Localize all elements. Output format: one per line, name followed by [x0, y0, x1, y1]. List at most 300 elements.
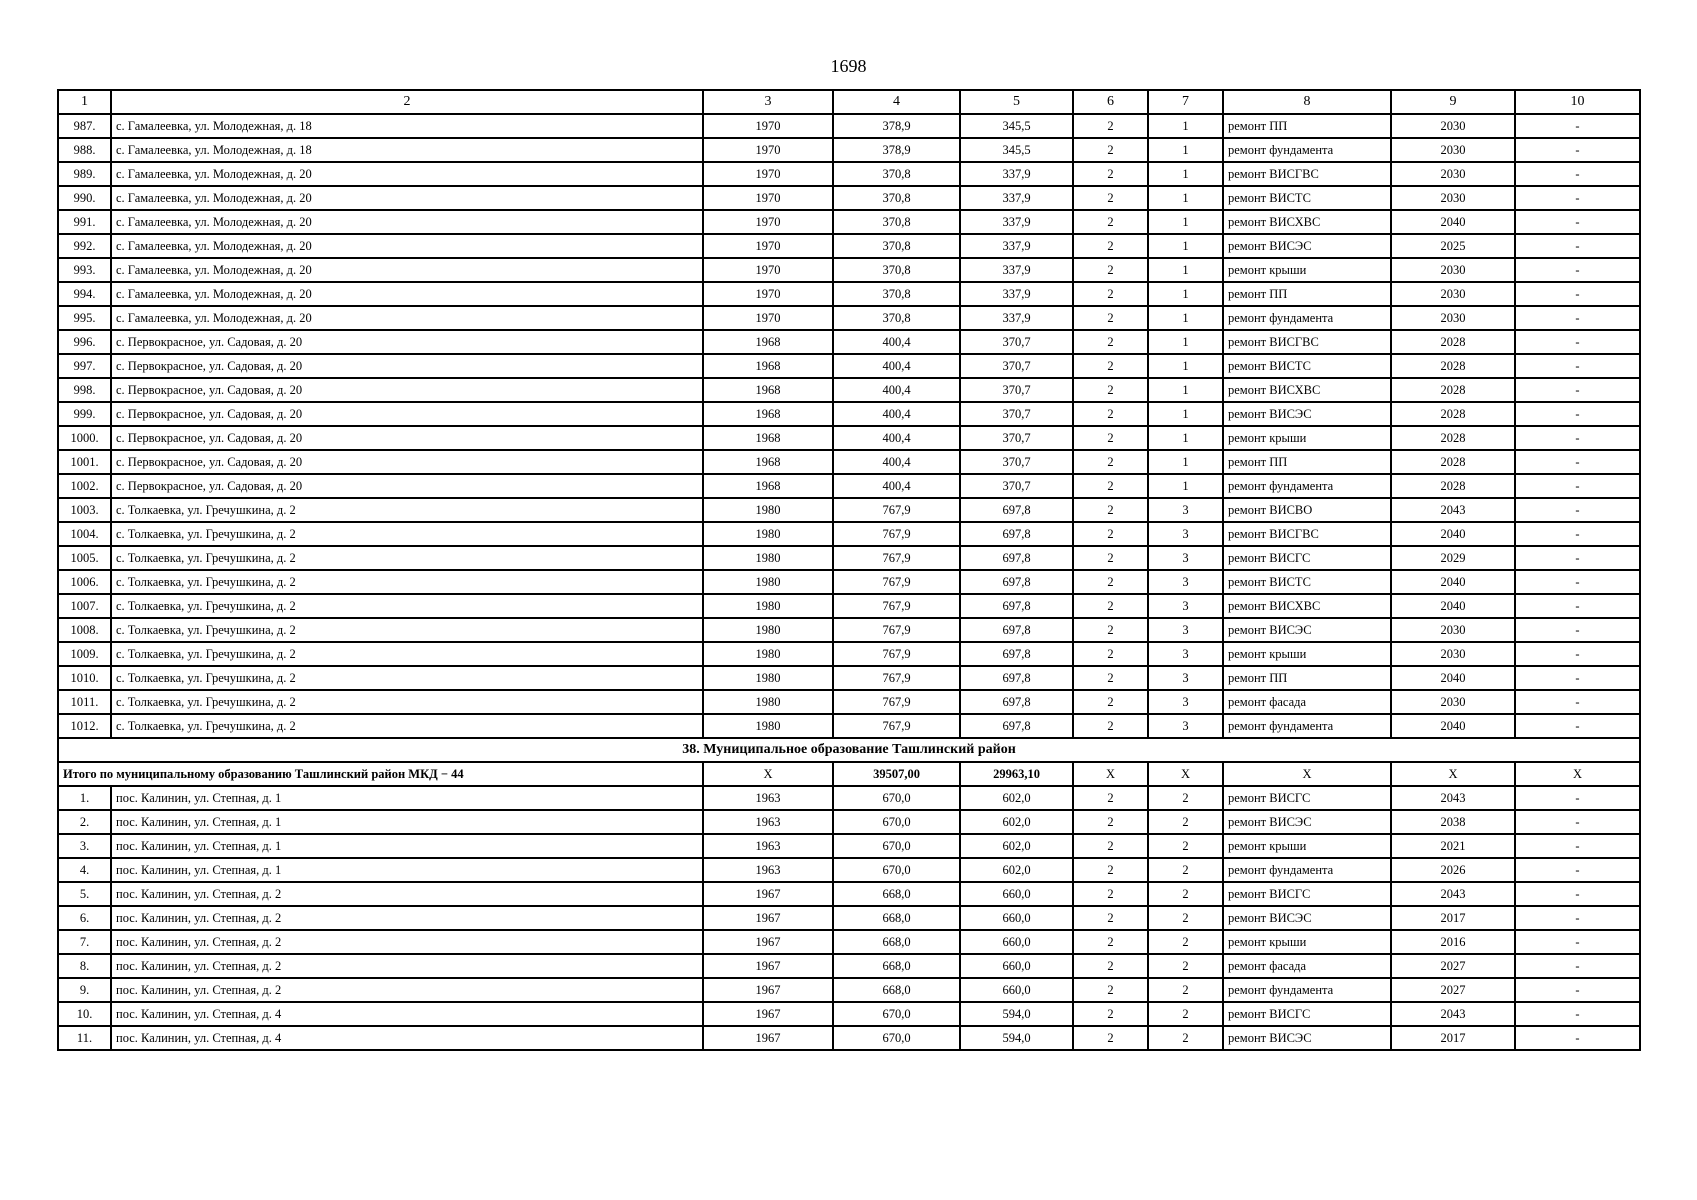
- entrances-cell: 1: [1148, 162, 1223, 186]
- entrances-cell: 2: [1148, 882, 1223, 906]
- living-area-cell: 697,8: [960, 594, 1073, 618]
- column-10-cell: -: [1515, 618, 1640, 642]
- address-cell: с. Гамалеевка, ул. Молодежная, д. 20: [111, 282, 703, 306]
- row-number-cell: 990.: [58, 186, 111, 210]
- work-type-cell: ремонт ВИСГС: [1223, 786, 1391, 810]
- entrances-cell: 1: [1148, 354, 1223, 378]
- table-row: [58, 690, 1640, 714]
- table-row: [58, 378, 1640, 402]
- table-row: [58, 1002, 1640, 1026]
- total-area-cell: 370,8: [833, 210, 960, 234]
- total-area-cell: 767,9: [833, 642, 960, 666]
- floors-cell: 2: [1073, 882, 1148, 906]
- year-built-cell: 1980: [703, 522, 833, 546]
- row-number-cell: 1004.: [58, 522, 111, 546]
- planned-year-cell: 2040: [1391, 522, 1515, 546]
- living-area-cell: 370,7: [960, 378, 1073, 402]
- living-area-cell: 594,0: [960, 1002, 1073, 1026]
- capital-repair-table: [57, 89, 1641, 1051]
- work-type-cell: ремонт ВИСХВС: [1223, 594, 1391, 618]
- total-area-cell: 400,4: [833, 450, 960, 474]
- floors-cell: 2: [1073, 930, 1148, 954]
- work-type-cell: ремонт ВИСТС: [1223, 570, 1391, 594]
- row-number-cell: 1007.: [58, 594, 111, 618]
- address-cell: пос. Калинин, ул. Степная, д. 2: [111, 882, 703, 906]
- column-10-cell: -: [1515, 258, 1640, 282]
- year-built-cell: 1967: [703, 978, 833, 1002]
- address-cell: с. Толкаевка, ул. Гречушкина, д. 2: [111, 642, 703, 666]
- entrances-cell: 1: [1148, 378, 1223, 402]
- address-cell: пос. Калинин, ул. Степная, д. 1: [111, 810, 703, 834]
- year-built-cell: 1980: [703, 570, 833, 594]
- living-area-cell: 697,8: [960, 666, 1073, 690]
- year-built-cell: 1967: [703, 930, 833, 954]
- address-cell: с. Толкаевка, ул. Гречушкина, д. 2: [111, 618, 703, 642]
- entrances-cell: 2: [1148, 978, 1223, 1002]
- column-10-cell: -: [1515, 114, 1640, 138]
- column-10-cell: -: [1515, 186, 1640, 210]
- column-header: 2: [111, 90, 703, 114]
- entrances-cell: 3: [1148, 498, 1223, 522]
- work-type-cell: ремонт ПП: [1223, 114, 1391, 138]
- floors-cell: 2: [1073, 714, 1148, 738]
- row-number-cell: 7.: [58, 930, 111, 954]
- entrances-cell: 2: [1148, 1026, 1223, 1050]
- row-number-cell: 996.: [58, 330, 111, 354]
- table-row: [58, 810, 1640, 834]
- work-type-cell: ремонт ВИСГВС: [1223, 330, 1391, 354]
- planned-year-cell: 2028: [1391, 354, 1515, 378]
- row-number-cell: 988.: [58, 138, 111, 162]
- table-row: [58, 930, 1640, 954]
- row-number-cell: 11.: [58, 1026, 111, 1050]
- column-header: 3: [703, 90, 833, 114]
- planned-year-cell: 2040: [1391, 666, 1515, 690]
- work-type-cell: ремонт ВИСЭС: [1223, 906, 1391, 930]
- year-built-cell: 1970: [703, 162, 833, 186]
- total-area-cell: 370,8: [833, 186, 960, 210]
- floors-cell: 2: [1073, 402, 1148, 426]
- floors-cell: 2: [1073, 282, 1148, 306]
- table-row: [58, 618, 1640, 642]
- living-area-cell: 345,5: [960, 138, 1073, 162]
- living-area-cell: 697,8: [960, 546, 1073, 570]
- entrances-cell: 1: [1148, 258, 1223, 282]
- planned-year-cell: 2028: [1391, 450, 1515, 474]
- work-type-cell: ремонт ВИСЭС: [1223, 1026, 1391, 1050]
- entrances-cell: 1: [1148, 330, 1223, 354]
- living-area-cell: 337,9: [960, 234, 1073, 258]
- living-area-cell: 602,0: [960, 858, 1073, 882]
- floors-cell: 2: [1073, 210, 1148, 234]
- total-area-cell: 668,0: [833, 954, 960, 978]
- row-number-cell: 1001.: [58, 450, 111, 474]
- total-area-cell: 670,0: [833, 834, 960, 858]
- year-built-cell: 1963: [703, 834, 833, 858]
- table-row: [58, 210, 1640, 234]
- work-type-cell: ремонт крыши: [1223, 426, 1391, 450]
- table-row: [58, 570, 1640, 594]
- year-built-cell: 1963: [703, 786, 833, 810]
- address-cell: пос. Калинин, ул. Степная, д. 4: [111, 1002, 703, 1026]
- column-10-cell: -: [1515, 786, 1640, 810]
- work-type-cell: ремонт ВИСГС: [1223, 1002, 1391, 1026]
- column-10-cell: -: [1515, 498, 1640, 522]
- column-10-cell: -: [1515, 906, 1640, 930]
- floors-cell: 2: [1073, 522, 1148, 546]
- work-type-cell: ремонт фасада: [1223, 954, 1391, 978]
- floors-cell: 2: [1073, 906, 1148, 930]
- column-10-cell: -: [1515, 306, 1640, 330]
- year-built-cell: 1970: [703, 282, 833, 306]
- work-type-cell: ремонт ВИСТС: [1223, 186, 1391, 210]
- row-number-cell: 994.: [58, 282, 111, 306]
- address-cell: с. Первокрасное, ул. Садовая, д. 20: [111, 354, 703, 378]
- section-title: 38. Муниципальное образование Ташлинский район: [58, 738, 1640, 762]
- column-10-cell: -: [1515, 162, 1640, 186]
- year-built-cell: 1970: [703, 306, 833, 330]
- floors-cell: 2: [1073, 618, 1148, 642]
- row-number-cell: 1003.: [58, 498, 111, 522]
- work-type-cell: ремонт фундамента: [1223, 858, 1391, 882]
- column-header: 4: [833, 90, 960, 114]
- living-area-cell: 337,9: [960, 282, 1073, 306]
- total-area-cell: 767,9: [833, 522, 960, 546]
- work-type-cell: ремонт ВИСГС: [1223, 882, 1391, 906]
- living-area-cell: 602,0: [960, 810, 1073, 834]
- living-area-cell: 602,0: [960, 786, 1073, 810]
- entrances-cell: 1: [1148, 138, 1223, 162]
- column-10-cell: -: [1515, 1026, 1640, 1050]
- total-area-cell: 767,9: [833, 690, 960, 714]
- planned-year-cell: 2028: [1391, 330, 1515, 354]
- work-type-cell: ремонт крыши: [1223, 834, 1391, 858]
- total-area-cell: 767,9: [833, 594, 960, 618]
- total-area-cell: 767,9: [833, 546, 960, 570]
- planned-year-cell: 2026: [1391, 858, 1515, 882]
- planned-year-cell: 2017: [1391, 1026, 1515, 1050]
- total-area-cell: 378,9: [833, 114, 960, 138]
- table-row: [58, 258, 1640, 282]
- table-row: [58, 882, 1640, 906]
- address-cell: пос. Калинин, ул. Степная, д. 2: [111, 906, 703, 930]
- year-built-cell: 1980: [703, 666, 833, 690]
- planned-year-cell: 2027: [1391, 954, 1515, 978]
- work-type-cell: ремонт ВИСЭС: [1223, 402, 1391, 426]
- living-area-cell: 370,7: [960, 354, 1073, 378]
- living-area-cell: 697,8: [960, 570, 1073, 594]
- column-10-cell: -: [1515, 426, 1640, 450]
- planned-year-cell: 2040: [1391, 594, 1515, 618]
- living-area-cell: 337,9: [960, 258, 1073, 282]
- planned-year-cell: 2016: [1391, 930, 1515, 954]
- address-cell: с. Толкаевка, ул. Гречушкина, д. 2: [111, 594, 703, 618]
- living-area-cell: 697,8: [960, 498, 1073, 522]
- work-type-cell: ремонт ВИСТС: [1223, 354, 1391, 378]
- floors-cell: 2: [1073, 666, 1148, 690]
- planned-year-cell: 2030: [1391, 114, 1515, 138]
- total-area-cell: 400,4: [833, 330, 960, 354]
- table-row: [58, 138, 1640, 162]
- floors-cell: 2: [1073, 570, 1148, 594]
- table-row: [58, 714, 1640, 738]
- planned-year-cell: 2030: [1391, 690, 1515, 714]
- work-type-cell: ремонт фундамента: [1223, 714, 1391, 738]
- table-row: [58, 666, 1640, 690]
- year-built-cell: 1980: [703, 594, 833, 618]
- column-10-cell: -: [1515, 594, 1640, 618]
- living-area-cell: 697,8: [960, 642, 1073, 666]
- entrances-cell: 2: [1148, 906, 1223, 930]
- planned-year-cell: 2030: [1391, 642, 1515, 666]
- table-row: [58, 234, 1640, 258]
- work-type-cell: ремонт ВИСГВС: [1223, 522, 1391, 546]
- entrances-cell: 2: [1148, 1002, 1223, 1026]
- entrances-cell: 1: [1148, 426, 1223, 450]
- planned-year-cell: 2030: [1391, 306, 1515, 330]
- column-10-cell: -: [1515, 378, 1640, 402]
- address-cell: с. Толкаевка, ул. Гречушкина, д. 2: [111, 570, 703, 594]
- table-row: [58, 786, 1640, 810]
- table-row: [58, 162, 1640, 186]
- total-planned-year-cell: X: [1391, 762, 1515, 786]
- row-number-cell: 3.: [58, 834, 111, 858]
- address-cell: с. Первокрасное, ул. Садовая, д. 20: [111, 474, 703, 498]
- row-number-cell: 1002.: [58, 474, 111, 498]
- row-number-cell: 1009.: [58, 642, 111, 666]
- row-number-cell: 10.: [58, 1002, 111, 1026]
- entrances-cell: 1: [1148, 114, 1223, 138]
- entrances-cell: 3: [1148, 594, 1223, 618]
- address-cell: с. Гамалеевка, ул. Молодежная, д. 18: [111, 114, 703, 138]
- column-header: 9: [1391, 90, 1515, 114]
- entrances-cell: 2: [1148, 834, 1223, 858]
- year-built-cell: 1980: [703, 714, 833, 738]
- floors-cell: 2: [1073, 234, 1148, 258]
- row-number-cell: 987.: [58, 114, 111, 138]
- total-area-cell: 767,9: [833, 714, 960, 738]
- planned-year-cell: 2040: [1391, 210, 1515, 234]
- row-number-cell: 1008.: [58, 618, 111, 642]
- column-10-cell: -: [1515, 642, 1640, 666]
- table-row: [58, 426, 1640, 450]
- living-area-cell: 660,0: [960, 930, 1073, 954]
- floors-cell: 2: [1073, 378, 1148, 402]
- total-area-cell: 370,8: [833, 282, 960, 306]
- entrances-cell: 1: [1148, 306, 1223, 330]
- living-area-cell: 370,7: [960, 330, 1073, 354]
- planned-year-cell: 2040: [1391, 714, 1515, 738]
- total-area-cell: 670,0: [833, 1026, 960, 1050]
- work-type-cell: ремонт ВИСВО: [1223, 498, 1391, 522]
- living-area-cell: 660,0: [960, 978, 1073, 1002]
- entrances-cell: 2: [1148, 810, 1223, 834]
- work-type-cell: ремонт фасада: [1223, 690, 1391, 714]
- planned-year-cell: 2025: [1391, 234, 1515, 258]
- table-row: [58, 114, 1640, 138]
- year-built-cell: 1980: [703, 690, 833, 714]
- total-area-cell: 767,9: [833, 618, 960, 642]
- work-type-cell: ремонт крыши: [1223, 258, 1391, 282]
- planned-year-cell: 2043: [1391, 1002, 1515, 1026]
- table-row: [58, 522, 1640, 546]
- row-number-cell: 9.: [58, 978, 111, 1002]
- living-area-cell: 660,0: [960, 882, 1073, 906]
- column-10-cell: -: [1515, 858, 1640, 882]
- column-header: 5: [960, 90, 1073, 114]
- year-built-cell: 1970: [703, 210, 833, 234]
- work-type-cell: ремонт крыши: [1223, 642, 1391, 666]
- entrances-cell: 2: [1148, 858, 1223, 882]
- year-built-cell: 1968: [703, 474, 833, 498]
- planned-year-cell: 2017: [1391, 906, 1515, 930]
- floors-cell: 2: [1073, 354, 1148, 378]
- address-cell: пос. Калинин, ул. Степная, д. 1: [111, 834, 703, 858]
- year-built-cell: 1967: [703, 882, 833, 906]
- floors-cell: 2: [1073, 594, 1148, 618]
- column-header: 10: [1515, 90, 1640, 114]
- year-built-cell: 1968: [703, 426, 833, 450]
- work-type-cell: ремонт ВИСЭС: [1223, 810, 1391, 834]
- entrances-cell: 3: [1148, 570, 1223, 594]
- entrances-cell: 2: [1148, 930, 1223, 954]
- work-type-cell: ремонт ВИСГВС: [1223, 162, 1391, 186]
- planned-year-cell: 2043: [1391, 882, 1515, 906]
- column-10-cell: -: [1515, 1002, 1640, 1026]
- address-cell: с. Толкаевка, ул. Гречушкина, д. 2: [111, 522, 703, 546]
- row-number-cell: 992.: [58, 234, 111, 258]
- total-work-type-cell: X: [1223, 762, 1391, 786]
- row-number-cell: 5.: [58, 882, 111, 906]
- total-area-cell: 400,4: [833, 402, 960, 426]
- living-area-cell: 337,9: [960, 210, 1073, 234]
- total-living-area-cell: 29963,10: [960, 762, 1073, 786]
- entrances-cell: 1: [1148, 234, 1223, 258]
- living-area-cell: 370,7: [960, 402, 1073, 426]
- row-number-cell: 6.: [58, 906, 111, 930]
- address-cell: с. Гамалеевка, ул. Молодежная, д. 20: [111, 186, 703, 210]
- table-row: [58, 954, 1640, 978]
- floors-cell: 2: [1073, 954, 1148, 978]
- column-10-cell: -: [1515, 450, 1640, 474]
- entrances-cell: 3: [1148, 714, 1223, 738]
- address-cell: с. Толкаевка, ул. Гречушкина, д. 2: [111, 714, 703, 738]
- total-column-10-cell: X: [1515, 762, 1640, 786]
- planned-year-cell: 2038: [1391, 810, 1515, 834]
- entrances-cell: 2: [1148, 786, 1223, 810]
- column-10-cell: -: [1515, 570, 1640, 594]
- living-area-cell: 594,0: [960, 1026, 1073, 1050]
- address-cell: с. Гамалеевка, ул. Молодежная, д. 20: [111, 234, 703, 258]
- column-10-cell: -: [1515, 210, 1640, 234]
- column-header: 7: [1148, 90, 1223, 114]
- floors-cell: 2: [1073, 114, 1148, 138]
- floors-cell: 2: [1073, 138, 1148, 162]
- row-number-cell: 2.: [58, 810, 111, 834]
- address-cell: с. Первокрасное, ул. Садовая, д. 20: [111, 378, 703, 402]
- table-row: [58, 402, 1640, 426]
- floors-cell: 2: [1073, 834, 1148, 858]
- living-area-cell: 697,8: [960, 714, 1073, 738]
- entrances-cell: 1: [1148, 210, 1223, 234]
- entrances-cell: 3: [1148, 642, 1223, 666]
- floors-cell: 2: [1073, 1026, 1148, 1050]
- column-10-cell: -: [1515, 834, 1640, 858]
- total-area-cell: 668,0: [833, 882, 960, 906]
- year-built-cell: 1967: [703, 1002, 833, 1026]
- column-10-cell: -: [1515, 810, 1640, 834]
- living-area-cell: 345,5: [960, 114, 1073, 138]
- page-number: 1698: [830, 56, 867, 76]
- column-10-cell: -: [1515, 522, 1640, 546]
- year-built-cell: 1970: [703, 114, 833, 138]
- column-10-cell: -: [1515, 330, 1640, 354]
- entrances-cell: 1: [1148, 474, 1223, 498]
- total-area-cell: 668,0: [833, 930, 960, 954]
- address-cell: с. Первокрасное, ул. Садовая, д. 20: [111, 426, 703, 450]
- column-10-cell: -: [1515, 978, 1640, 1002]
- table-row: [58, 282, 1640, 306]
- entrances-cell: 3: [1148, 546, 1223, 570]
- total-area-cell: 378,9: [833, 138, 960, 162]
- table-row: [58, 858, 1640, 882]
- planned-year-cell: 2027: [1391, 978, 1515, 1002]
- planned-year-cell: 2030: [1391, 618, 1515, 642]
- address-cell: пос. Калинин, ул. Степная, д. 1: [111, 858, 703, 882]
- living-area-cell: 337,9: [960, 186, 1073, 210]
- planned-year-cell: 2028: [1391, 378, 1515, 402]
- floors-cell: 2: [1073, 306, 1148, 330]
- total-area-cell: 670,0: [833, 810, 960, 834]
- living-area-cell: 370,7: [960, 474, 1073, 498]
- address-cell: с. Гамалеевка, ул. Молодежная, д. 18: [111, 138, 703, 162]
- column-header: 8: [1223, 90, 1391, 114]
- table-row: [58, 1026, 1640, 1050]
- year-built-cell: 1968: [703, 450, 833, 474]
- total-area-cell: 400,4: [833, 474, 960, 498]
- year-built-cell: 1980: [703, 642, 833, 666]
- floors-cell: 2: [1073, 978, 1148, 1002]
- living-area-cell: 370,7: [960, 450, 1073, 474]
- entrances-cell: 1: [1148, 402, 1223, 426]
- address-cell: с. Первокрасное, ул. Садовая, д. 20: [111, 330, 703, 354]
- row-number-cell: 1006.: [58, 570, 111, 594]
- work-type-cell: ремонт фундамента: [1223, 138, 1391, 162]
- planned-year-cell: 2028: [1391, 402, 1515, 426]
- living-area-cell: 697,8: [960, 522, 1073, 546]
- planned-year-cell: 2030: [1391, 162, 1515, 186]
- work-type-cell: ремонт фундамента: [1223, 474, 1391, 498]
- work-type-cell: ремонт ВИСГС: [1223, 546, 1391, 570]
- entrances-cell: 1: [1148, 450, 1223, 474]
- work-type-cell: ремонт ПП: [1223, 666, 1391, 690]
- total-area-cell: 670,0: [833, 1002, 960, 1026]
- year-built-cell: 1967: [703, 954, 833, 978]
- row-number-cell: 999.: [58, 402, 111, 426]
- work-type-cell: ремонт ПП: [1223, 450, 1391, 474]
- column-10-cell: -: [1515, 690, 1640, 714]
- column-10-cell: -: [1515, 354, 1640, 378]
- year-built-cell: 1963: [703, 810, 833, 834]
- total-area-cell: 670,0: [833, 858, 960, 882]
- header-row: [58, 90, 1640, 114]
- living-area-cell: 370,7: [960, 426, 1073, 450]
- year-built-cell: 1970: [703, 138, 833, 162]
- table-row: [58, 906, 1640, 930]
- entrances-cell: 3: [1148, 618, 1223, 642]
- work-type-cell: ремонт ВИСХВС: [1223, 210, 1391, 234]
- table-row: [58, 978, 1640, 1002]
